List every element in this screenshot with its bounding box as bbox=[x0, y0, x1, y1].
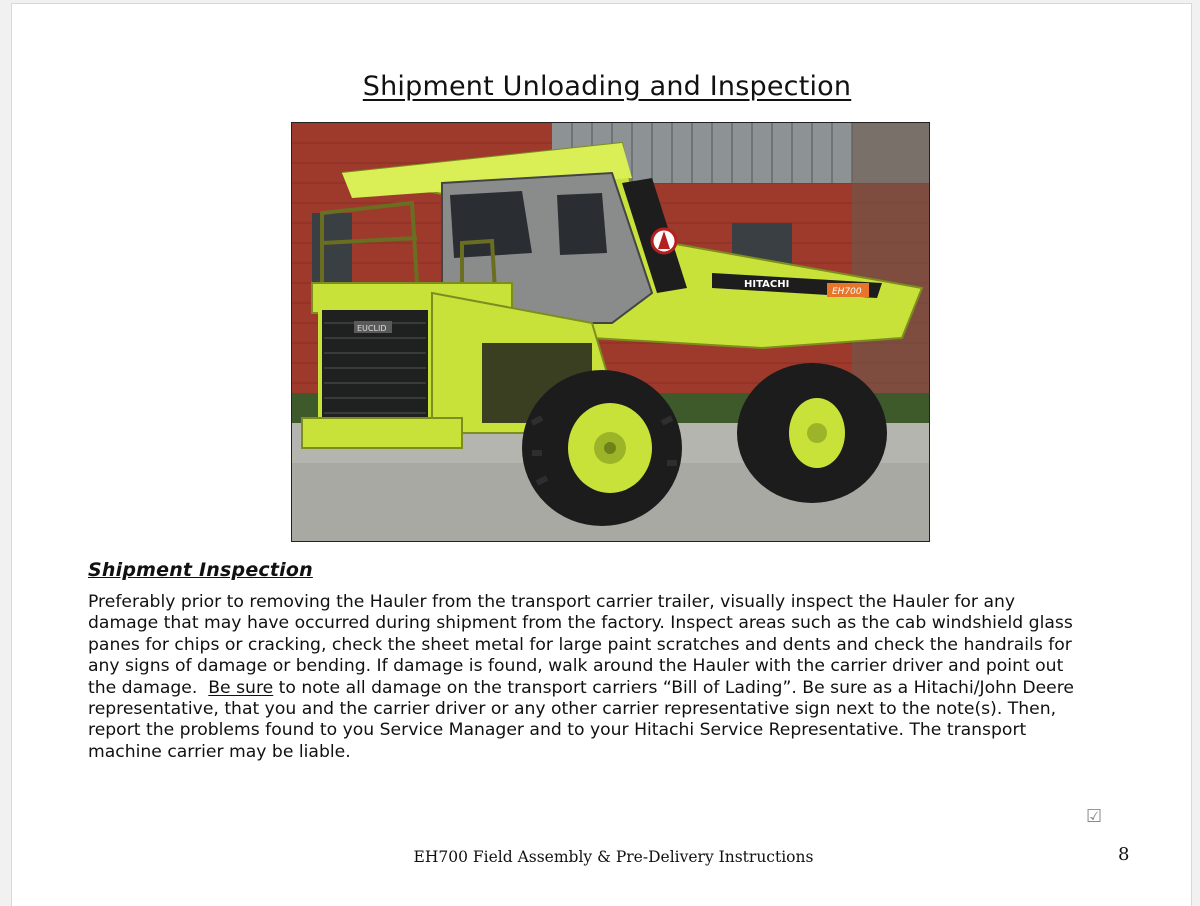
paragraph-line: any signs of damage or bending. If damage is found, walk around the Hauler with the carrier driver and point out bbox=[88, 656, 1064, 677]
page-number: 8 bbox=[1118, 844, 1130, 865]
paragraph-line: representative, that you and the carrier driver or any other carrier representative sign next to the note(s). Then, bbox=[88, 699, 1057, 720]
paragraph-line: panes for chips or cracking, check the sheet metal for large paint scratches and dents and check the handrails for bbox=[88, 634, 1072, 655]
hauler-photo bbox=[291, 122, 930, 542]
paragraph-line: report the problems found to you Service Manager and to your Hitachi Service Representative. The transport bbox=[88, 720, 1027, 741]
section-heading: Shipment Inspection bbox=[88, 559, 313, 581]
hauler-illustration bbox=[292, 123, 930, 542]
model-badge-text: EH700 bbox=[832, 287, 862, 297]
page-title: Shipment Unloading and Inspection bbox=[362, 71, 852, 102]
page-footer: EH700 Field Assembly & Pre-Delivery Instructions bbox=[413, 848, 814, 866]
document-page bbox=[11, 3, 1192, 906]
checkbox-icon[interactable]: ☑ bbox=[1086, 806, 1103, 827]
paragraph-line bbox=[88, 678, 1148, 699]
inspection-paragraph bbox=[88, 592, 1148, 763]
be-sure-emphasis: Be sure bbox=[208, 677, 274, 698]
paragraph-line: Preferably prior to removing the Hauler from the transport carrier trailer, visually inspect the Hauler for any bbox=[88, 592, 1016, 612]
paragraph-line: machine carrier may be liable. bbox=[88, 741, 351, 762]
line-text: the damage. bbox=[88, 677, 209, 698]
paragraph-line: damage that may have occurred during shipment from the factory. Inspect areas such as the cab windshield glass bbox=[88, 613, 1073, 634]
euclid-badge-text: EUCLID bbox=[357, 324, 387, 333]
line-text: to note all damage on the transport carriers “Bill of Lading”. Be sure as a Hitachi/John Deere bbox=[273, 677, 1074, 698]
hitachi-brand-text: HITACHI bbox=[744, 279, 790, 290]
